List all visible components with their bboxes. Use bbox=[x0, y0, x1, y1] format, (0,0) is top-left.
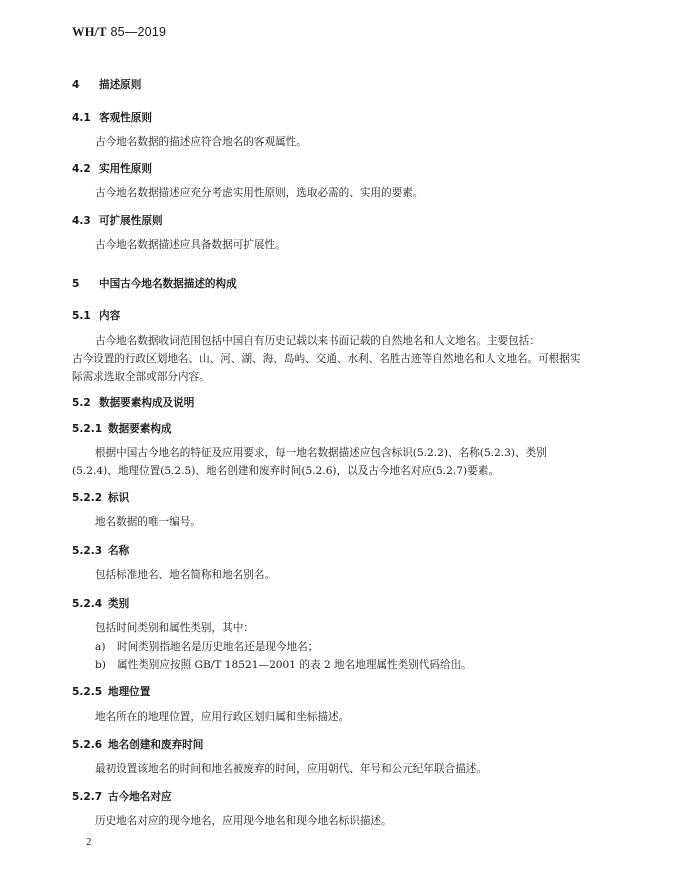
section-5-2-1-text bbox=[72, 444, 607, 480]
paragraph-line: 际需求选取全部或部分内容。 bbox=[72, 371, 210, 383]
section-number: 5.2 bbox=[72, 397, 91, 409]
section-4-1-heading bbox=[72, 110, 152, 125]
section-5-2-4-heading bbox=[72, 596, 129, 611]
section-5-2-1-heading bbox=[72, 421, 172, 436]
paragraph-line: 地名所在的地理位置，应用行政区划归属和坐标描述。 bbox=[95, 711, 350, 723]
section-4-2-heading bbox=[72, 161, 152, 176]
section-number: 4.2 bbox=[72, 163, 91, 175]
section-number: 5.2.1 bbox=[72, 423, 103, 435]
paragraph-line: 古今地名数据的描述应符合地名的客观属性。 bbox=[95, 136, 307, 148]
section-number: 5.2.3 bbox=[72, 545, 103, 557]
section-5-2-3-heading bbox=[72, 543, 129, 558]
section-title: 古今地名对应 bbox=[108, 791, 172, 803]
section-4-heading bbox=[72, 77, 141, 92]
section-title: 描述原则 bbox=[99, 79, 142, 91]
section-5-2-5-text bbox=[72, 708, 607, 726]
section-5-2-2-text bbox=[72, 513, 607, 531]
paragraph-line: 根据中国古今地名的特征及应用要求，每一地名数据描述应包含标识(5.2.2)、名称(5.2.3)、类别 bbox=[95, 447, 547, 459]
paragraph-line: 最初设置该地名的时间和地名被废弃的时间，应用朝代、年号和公元纪年联合描述。 bbox=[95, 763, 487, 775]
section-5-2-4-text bbox=[72, 619, 607, 637]
list-item bbox=[95, 639, 318, 654]
paragraph-line: 历史地名对应的现今地名，应用现今地名和现今地名标识描述。 bbox=[95, 815, 392, 827]
section-4-3-text bbox=[72, 236, 607, 254]
standard-code: WH/T bbox=[72, 25, 107, 39]
section-number: 4.3 bbox=[72, 215, 91, 227]
section-title: 类别 bbox=[108, 598, 130, 610]
section-title: 实用性原则 bbox=[99, 163, 152, 175]
page-number: 2 bbox=[86, 836, 92, 848]
standard-number: 85—2019 bbox=[110, 25, 167, 39]
section-title: 内容 bbox=[99, 310, 121, 322]
section-5-2-3-text bbox=[72, 566, 607, 584]
section-5-1-text bbox=[72, 332, 607, 386]
paragraph-line: (5.2.4)、地理位置(5.2.5)、地名创建和废弃时间(5.2.6)，以及古今地名对应(5.2.7)要素。 bbox=[72, 465, 499, 477]
paragraph-line: 古今地名数据收词范围包括中国自有历史记载以来书面记载的自然地名和人文地名。主要包括： bbox=[95, 335, 540, 347]
section-title: 客观性原则 bbox=[99, 112, 152, 124]
section-title: 标识 bbox=[108, 492, 130, 504]
section-5-2-6-text bbox=[72, 760, 607, 778]
section-number: 5.2.4 bbox=[72, 598, 103, 610]
section-5-2-7-heading bbox=[72, 789, 172, 804]
section-title: 数据要素构成及说明 bbox=[99, 397, 195, 409]
section-number: 4 bbox=[72, 79, 80, 91]
section-5-2-2-heading bbox=[72, 490, 129, 505]
section-title: 地名创建和废弃时间 bbox=[108, 739, 204, 751]
list-item-label: a) bbox=[95, 641, 106, 653]
section-number: 4.1 bbox=[72, 112, 91, 124]
section-5-2-6-heading bbox=[72, 737, 203, 752]
section-title: 可扩展性原则 bbox=[99, 215, 163, 227]
list-item-label: b) bbox=[95, 659, 106, 671]
section-5-2-heading bbox=[72, 395, 194, 410]
list-item bbox=[95, 657, 472, 672]
section-number: 5.2.6 bbox=[72, 739, 103, 751]
standard-header bbox=[72, 25, 166, 40]
section-number: 5 bbox=[72, 278, 80, 290]
section-number: 5.2.5 bbox=[72, 686, 103, 698]
section-title: 地理位置 bbox=[108, 686, 151, 698]
section-4-2-text bbox=[72, 184, 607, 202]
paragraph-line: 地名数据的唯一编号。 bbox=[95, 516, 201, 528]
section-5-1-heading bbox=[72, 308, 120, 323]
list-item-text: 属性类别应按照 GB/T 18521—2001 的表 2 地名地理属性类别代码给出。 bbox=[117, 659, 472, 671]
paragraph-line: 古今地名数据描述应具备数据可扩展性。 bbox=[95, 239, 286, 251]
section-number: 5.2.2 bbox=[72, 492, 103, 504]
section-title: 名称 bbox=[108, 545, 130, 557]
paragraph-line: 包括时间类别和属性类别，其中： bbox=[95, 622, 254, 634]
paragraph-line: 古今地名数据描述应充分考虑实用性原则，选取必需的、实用的要素。 bbox=[95, 187, 424, 199]
list-item-text: 时间类别指地名是历史地名还是现今地名； bbox=[117, 641, 319, 653]
section-number: 5.1 bbox=[72, 310, 91, 322]
section-5-2-5-heading bbox=[72, 684, 150, 699]
paragraph-line: 古今设置的行政区划地名、山、河、湖、海、岛屿、交通、水利、名胜古迹等自然地名和人文地名。可根据实 bbox=[72, 353, 581, 365]
paragraph-line: 包括标准地名、地名简称和地名别名。 bbox=[95, 569, 276, 581]
section-title: 中国古今地名数据描述的构成 bbox=[99, 278, 237, 290]
section-title: 数据要素构成 bbox=[108, 423, 172, 435]
section-4-1-text bbox=[72, 133, 607, 151]
section-5-2-7-text bbox=[72, 812, 607, 830]
section-number: 5.2.7 bbox=[72, 791, 103, 803]
section-5-heading bbox=[72, 276, 237, 291]
section-4-3-heading bbox=[72, 213, 163, 228]
